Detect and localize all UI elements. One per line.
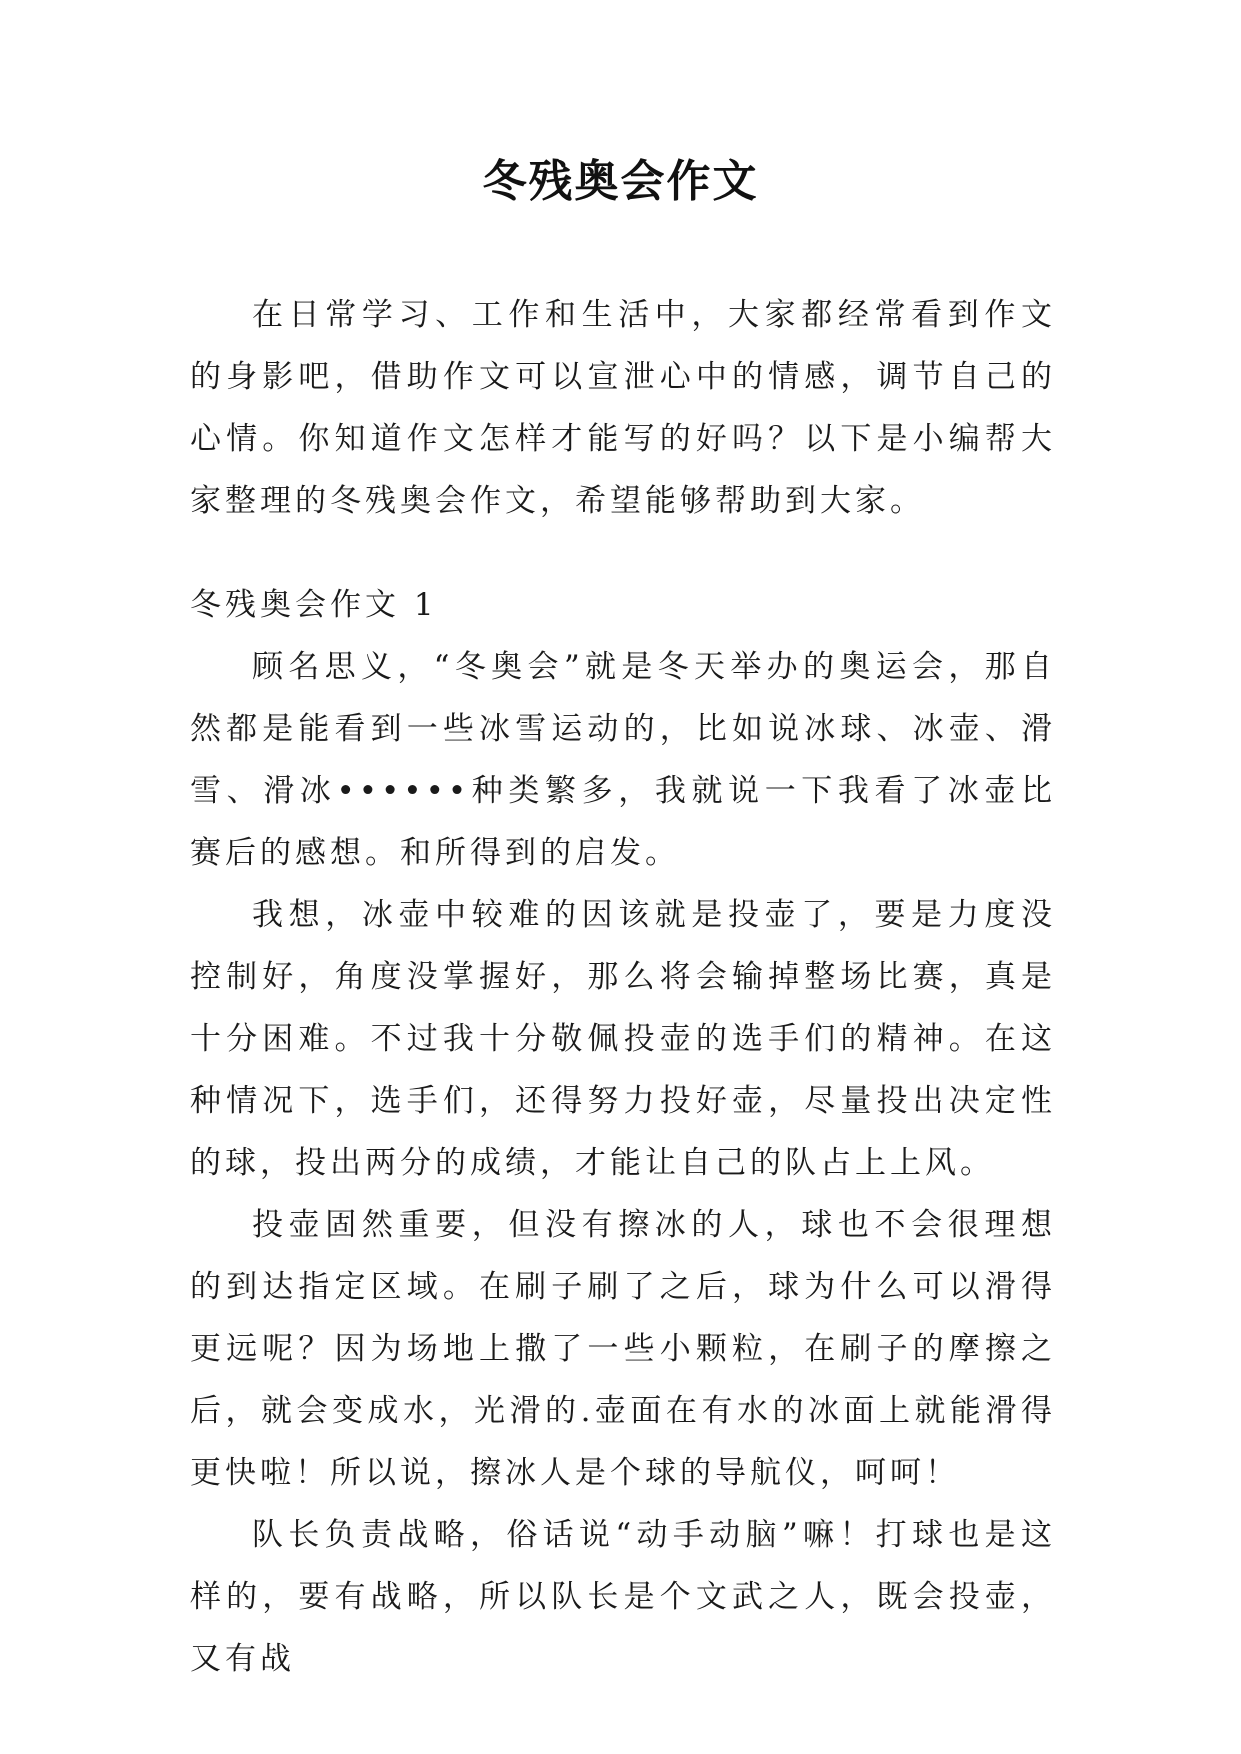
intro-block (190, 284, 1056, 532)
section-heading: 冬残奥会作文 1 (190, 587, 438, 623)
intro-paragraph: 在日常学习、工作和生活中，大家都经常看到作文的身影吧，借助作文可以宣泄心中的情感，调节自己的心情。你知道作文怎样才能写的好吗？以下是小编帮大家整理的冬残奥会作文，希望能够帮助到大家。 (190, 297, 1056, 519)
essay-paragraph-4: 队长负责战略，俗话说“动手动脑”嘛！打球也是这样的，要有战略，所以队长是个文武之人，既会投壶，又有战 (190, 1517, 1056, 1677)
document-title: 冬残奥会作文 (482, 156, 759, 207)
essay-paragraph-3: 投壶固然重要，但没有擦冰的人，球也不会很理想的到达指定区域。在刷子刷了之后，球为什么可以滑得更远呢？因为场地上撒了一些小颗粒，在刷子的摩擦之后，就会变成水，光滑的.壶面在有水的冰面上就能滑得更快啦！所以说，擦冰人是个球的导航仪，呵呵！ (190, 1207, 1056, 1491)
essay-section-1 (190, 574, 1056, 1690)
essay-paragraph-2: 我想，冰壶中较难的因该就是投壶了，要是力度没控制好，角度没掌握好，那么将会输掉整场比赛，真是十分困难。不过我十分敬佩投壶的选手们的精神。在这种情况下，选手们，还得努力投好壶，尽量投出决定性的球，投出两分的成绩，才能让自己的队占上上风。 (190, 897, 1056, 1181)
essay-paragraph-1: 顾名思义，“冬奥会”就是冬天举办的奥运会，那自然都是能看到一些冰雪运动的，比如说冰球、冰壶、滑雪、滑冰••••••种类繁多，我就说一下我看了冰壶比赛后的感想。和所得到的启发。 (190, 649, 1056, 871)
